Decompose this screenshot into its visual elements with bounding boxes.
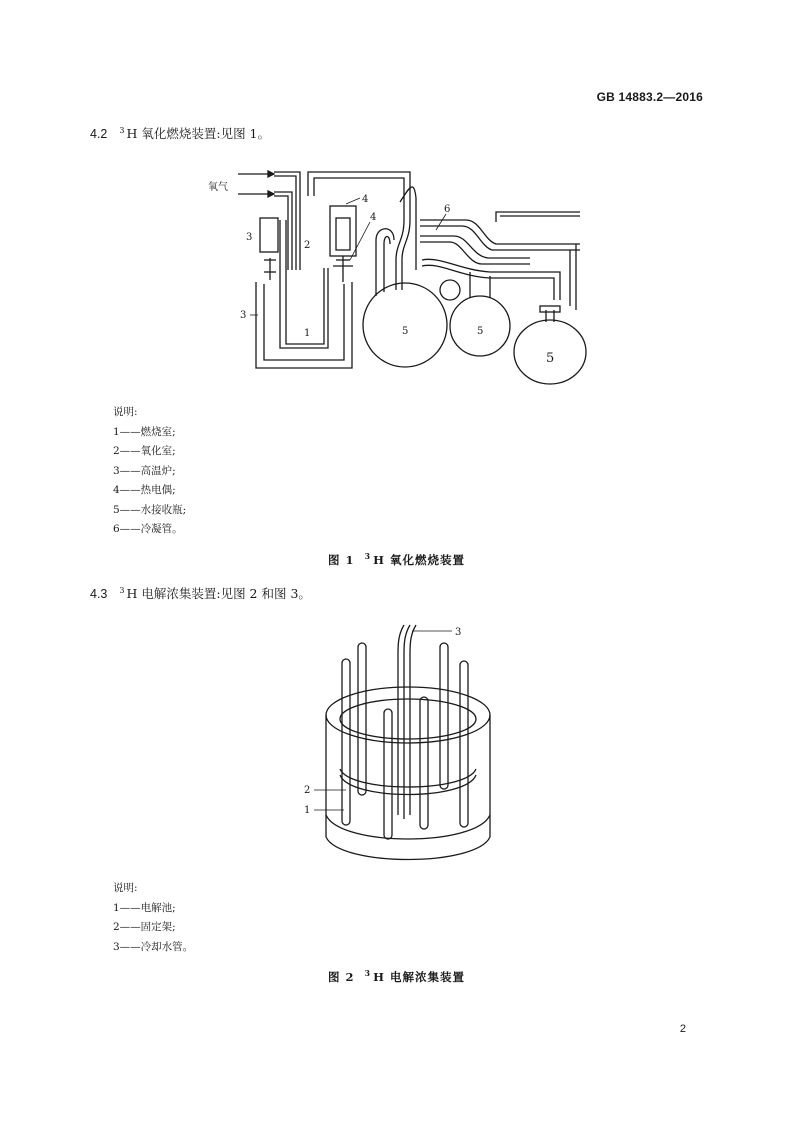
- callout-4-side: 4: [370, 212, 377, 223]
- caption-prefix: 图 2: [328, 969, 355, 984]
- section-4-3-heading: [90, 584, 311, 602]
- callout-5-middle: 5: [477, 326, 484, 337]
- caption-superscript: 3: [364, 968, 372, 978]
- superscript: 3: [119, 125, 125, 135]
- section-number: 4.2: [90, 127, 108, 141]
- figure-1-diagram: [200, 160, 590, 390]
- figure-1-legend: [113, 403, 186, 540]
- callout-3-lower: 3: [240, 310, 247, 321]
- caption-text: H 氧化燃烧装置: [373, 552, 465, 567]
- section-4-2-heading: [90, 124, 270, 142]
- figure-2-legend: [113, 879, 193, 957]
- page-number: 2: [679, 1023, 686, 1035]
- section-number: 4.3: [90, 587, 108, 601]
- callout-2: 2: [304, 240, 311, 251]
- callout-3-furnace: 3: [246, 232, 253, 243]
- caption-superscript: 3: [364, 551, 372, 561]
- callout-4-top: 4: [362, 194, 369, 205]
- legend-item: 3——冷却水管。: [113, 940, 194, 953]
- callout-1: 1: [304, 805, 311, 816]
- legend-item: 4——热电偶;: [113, 484, 176, 496]
- callout-2: 2: [304, 785, 311, 796]
- caption-text: H 电解浓集装置: [373, 969, 465, 984]
- legend-item: 2——固定架;: [113, 921, 176, 933]
- legend-item: 1——燃烧室;: [113, 425, 176, 438]
- standard-id: GB 14883.2—2016: [596, 90, 703, 104]
- figure-1-caption: [0, 551, 793, 568]
- legend-item: 5——水接收瓶;: [113, 503, 187, 516]
- callout-6: 6: [444, 204, 451, 215]
- superscript: 3: [119, 585, 125, 595]
- legend-item: 3——高温炉;: [113, 464, 176, 477]
- legend-title: 说明:: [113, 882, 138, 894]
- figure-2-diagram: [300, 615, 500, 870]
- caption-prefix: 图 1: [328, 552, 355, 567]
- legend-title: 说明:: [113, 406, 138, 418]
- legend-item: 1——电解池;: [113, 901, 176, 914]
- callout-1: 1: [304, 328, 311, 339]
- section-text: H 电解浓集装置:见图 2 和图 3。: [126, 586, 311, 601]
- callout-5-left: 5: [402, 326, 409, 337]
- callout-3: 3: [455, 627, 462, 638]
- oxygen-label: 氧气: [208, 182, 228, 193]
- figure-2-caption: [0, 968, 793, 985]
- section-text: H 氧化燃烧装置:见图 1。: [126, 126, 270, 141]
- legend-item: 2——氧化室;: [113, 445, 176, 457]
- callout-5-right: 5: [546, 351, 555, 366]
- legend-item: 6——冷凝管。: [113, 523, 183, 535]
